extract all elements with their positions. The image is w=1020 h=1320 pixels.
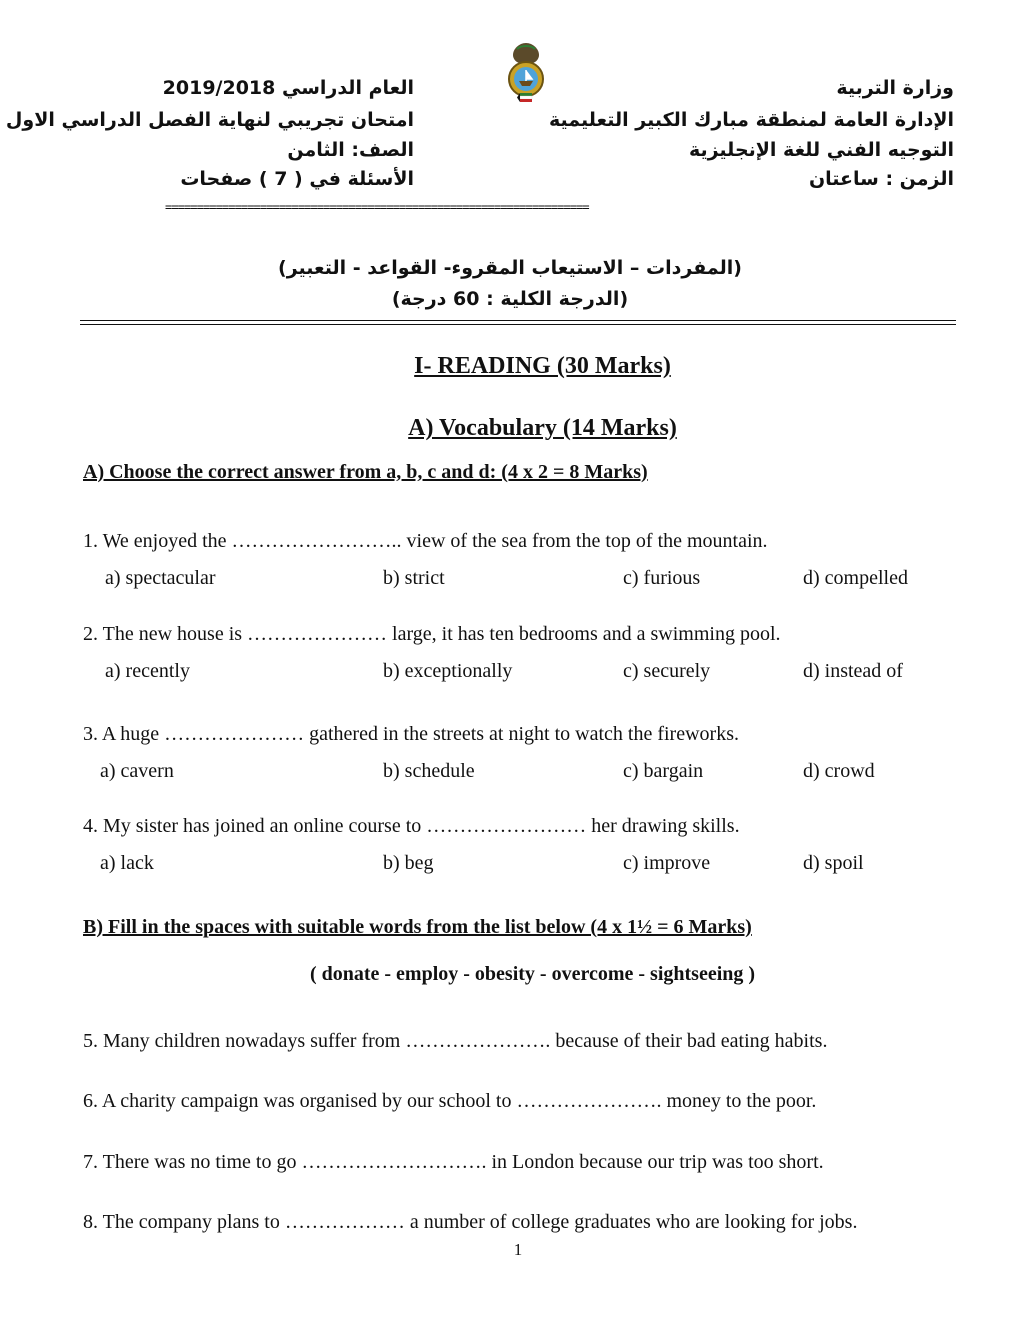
total-marks-subtitle: (الدرجة الكلية : 60 درجة) [391, 288, 629, 310]
question-2-option-d[interactable]: d) instead of [803, 660, 903, 682]
question-3-option-a[interactable]: a) cavern [100, 760, 174, 782]
academic-year: العام الدراسي 2019/2018 [162, 77, 414, 99]
department-name: التوجيه الفني للغة الإنجليزية [688, 139, 954, 161]
question-1-option-c[interactable]: c) furious [623, 567, 701, 589]
kuwait-emblem-icon [503, 41, 549, 107]
question-1: 1. We enjoyed the …………………….. view of the sea from the top of the mountain. [83, 530, 768, 552]
question-7: 7. There was no time to go ………………………. in London because our trip was too short. [83, 1151, 824, 1173]
question-8: 8. The company plans to ……………… a number of college graduates who are looking for jobs. [83, 1211, 858, 1233]
question-2-option-c[interactable]: c) securely [623, 660, 711, 682]
question-2-option-a[interactable]: a) recently [105, 660, 190, 682]
divider-line [80, 320, 956, 321]
exam-sections-subtitle: (المفردات – الاستيعاب المقروء- القواعد - التعبير) [278, 257, 742, 279]
question-3-option-d[interactable]: d) crowd [803, 760, 875, 782]
exam-duration: الزمن : ساعتان [808, 168, 954, 190]
question-4-option-a[interactable]: a) lack [100, 852, 154, 874]
page-number: 1 [513, 1240, 523, 1259]
question-3-option-b[interactable]: b) schedule [383, 760, 475, 782]
question-4-option-b[interactable]: b) beg [383, 852, 434, 874]
question-4-option-c[interactable]: c) improve [623, 852, 711, 874]
header-separator: =================================================================== [165, 200, 589, 214]
part-b-instruction: B) Fill in the spaces with suitable words from the list below (4 x 1½ = 6 Marks) [83, 916, 752, 938]
question-6: 6. A charity campaign was organised by our school to …………………. money to the poor. [83, 1090, 817, 1112]
word-list: ( donate - employ - obesity - overcome - sightseeing ) [309, 963, 756, 985]
question-2: 2. The new house is ………………… large, it has ten bedrooms and a swimming pool. [83, 623, 781, 645]
page-count: الأسئلة في ( 7 ) صفحات [180, 168, 414, 190]
directorate-name: الإدارة العامة لمنطقة مبارك الكبير التعليمية [549, 109, 954, 131]
question-3: 3. A huge ………………… gathered in the streets at night to watch the fireworks. [83, 723, 739, 745]
question-3-option-c[interactable]: c) bargain [623, 760, 704, 782]
question-4: 4. My sister has joined an online course to …………………… her drawing skills. [83, 815, 740, 837]
question-1-option-a[interactable]: a) spectacular [105, 567, 216, 589]
divider-line [80, 324, 956, 325]
vocabulary-heading: A) Vocabulary (14 Marks) [408, 415, 677, 441]
question-5: 5. Many children nowadays suffer from …………………. because of their bad eating habits. [83, 1030, 828, 1052]
grade-level: الصف: الثامن [287, 139, 414, 161]
exam-title: امتحان تجريبي لنهاية الفصل الدراسي الاول [5, 109, 414, 131]
question-2-option-b[interactable]: b) exceptionally [383, 660, 513, 682]
part-a-instruction: A) Choose the correct answer from a, b, c and d: (4 x 2 = 8 Marks) [83, 461, 648, 483]
question-1-option-d[interactable]: d) compelled [803, 567, 908, 589]
reading-heading: I- READING (30 Marks) [414, 353, 671, 379]
question-4-option-d[interactable]: d) spoil [803, 852, 864, 874]
ministry-name: وزارة التربية [836, 77, 954, 99]
question-1-option-b[interactable]: b) strict [383, 567, 445, 589]
